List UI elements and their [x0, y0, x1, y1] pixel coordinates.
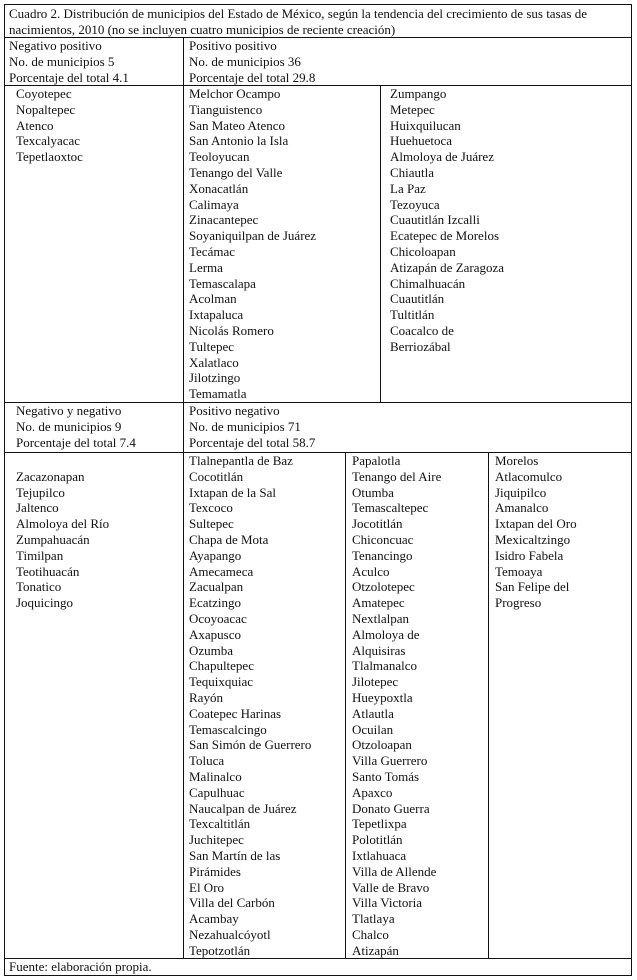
municipio-item: Jilotepec — [352, 674, 399, 690]
municipio-item: Berriozábal — [390, 338, 451, 354]
municipio-item: Otzoloapan — [352, 737, 412, 753]
list-neg-pos — [16, 86, 83, 165]
municipio-item: Zumpahuacán — [16, 531, 90, 547]
municipio-item: Atlautla — [352, 705, 394, 721]
municipio-item: Capulhuac — [189, 784, 245, 800]
municipio-item: Tlalnepantla de Baz — [189, 453, 293, 468]
municipio-item: Tlalmanalco — [352, 658, 417, 674]
group-pct: Porcentaje del total 4.1 — [9, 69, 129, 85]
table-caption: Cuadro 2. Distribución de municipios del Estado de México, según la tendencia del crecimiento de sus tasas de nacimientos, 2010 (no se incluyen cuatro municipios de reciente creación) — [9, 6, 587, 37]
municipio-item: Coacalco de — [390, 322, 454, 338]
municipio-item: Atizapán de Zaragoza — [390, 259, 505, 275]
municipio-item: Tezoyuca — [390, 196, 440, 212]
municipio-item: Malinalco — [189, 768, 242, 784]
municipio-item: Jiquipilco — [495, 484, 547, 500]
municipio-item: Atizapán — [352, 942, 399, 958]
group-count: No. de municipios 36 — [189, 53, 301, 69]
list-pos-pos-2 — [390, 86, 504, 355]
list-pos-neg-3 — [495, 453, 577, 611]
municipio-item: Zinacantepec — [189, 212, 259, 228]
municipio-item: Chiautla — [390, 164, 435, 180]
municipio-item: Xalatlaco — [189, 354, 239, 370]
municipio-item: Ixtlahuaca — [352, 847, 407, 863]
municipio-item: Nicolás Romero — [189, 322, 274, 338]
municipio-item: Juchitepec — [189, 832, 244, 848]
municipio-item: Almoloya del Río — [16, 516, 110, 532]
municipio-item: Rayón — [189, 689, 223, 705]
municipio-item: Progreso — [495, 595, 542, 611]
municipio-item: Jaltenco — [16, 500, 59, 516]
municipio-item: Villa del Carbón — [189, 895, 275, 911]
municipio-item: Ecatzingo — [189, 595, 241, 611]
group-title: Negativo positivo — [9, 38, 102, 53]
municipio-item: San Mateo Atenco — [189, 117, 286, 133]
municipio-item: Ayapango — [189, 547, 242, 563]
municipio-item: Polotitlán — [352, 832, 403, 848]
municipio-item: Nezahualcóyotl — [189, 926, 271, 942]
municipio-item: Tenancingo — [352, 547, 413, 563]
municipio-item: Texcalyacac — [16, 133, 81, 149]
municipio-item: Teotihuacán — [16, 563, 80, 579]
municipio-item: Ocoyoacac — [189, 610, 247, 626]
municipio-item: San Felipe del — [495, 579, 570, 595]
municipio-item: Papalotla — [352, 453, 401, 468]
municipio-item: Texcoco — [189, 500, 233, 516]
municipio-item: Donato Guerra — [352, 800, 430, 816]
municipio-item: Villa Victoria — [352, 895, 423, 911]
municipio-item: Cocotitlán — [189, 468, 244, 484]
municipio-item: Ixtapan de la Sal — [189, 484, 276, 500]
municipio-item: Tepetlaoxtoc — [16, 149, 83, 165]
municipio-item: Chimalhuacán — [390, 275, 466, 291]
municipio-item: Temascaltepec — [352, 500, 429, 516]
municipio-item: San Simón de Guerrero — [189, 737, 312, 753]
municipio-item: Ozumba — [189, 642, 234, 658]
municipio-item: Zacualpan — [189, 579, 244, 595]
municipio-item: Chapa de Mota — [189, 531, 269, 547]
municipio-item: Atenco — [16, 117, 54, 133]
municipio-item: Almoloya de — [352, 626, 420, 642]
municipio-item: Tequixquiac — [189, 674, 254, 690]
municipio-item: Apaxco — [352, 784, 393, 800]
municipio-item: Calimaya — [189, 196, 239, 212]
municipio-item: Atlacomulco — [495, 468, 563, 484]
municipio-item: Temascalapa — [189, 275, 256, 291]
municipio-item: Morelos — [495, 453, 539, 468]
table-footer: Fuente: elaboración propia. — [9, 959, 152, 974]
municipio-item: Ixtapan del Oro — [495, 516, 577, 532]
header-neg-pos — [9, 38, 129, 85]
municipio-item: Nopaltepec — [16, 101, 76, 117]
header-pos-neg — [189, 403, 315, 450]
group-pct: Porcentaje del total 58.7 — [189, 434, 316, 450]
municipio-item — [16, 453, 109, 469]
group-pct: Porcentaje del total 7.4 — [16, 434, 136, 450]
municipio-item: Tenango del Aire — [352, 468, 442, 484]
municipio-item: Xonacatlán — [189, 180, 249, 196]
group-count: No. de municipios 71 — [189, 418, 301, 434]
municipio-item: Ocuilan — [352, 721, 394, 737]
municipio-item: Isidro Fabela — [495, 547, 564, 563]
municipio-item: Coyotepec — [16, 86, 72, 101]
municipio-item: Valle de Bravo — [352, 879, 430, 895]
municipio-item: Soyaniquilpan de Juárez — [189, 228, 317, 244]
municipio-item: Amecameca — [189, 563, 254, 579]
municipio-item: Tianguistenco — [189, 101, 263, 117]
group-title: Positivo negativo — [189, 403, 280, 418]
divider — [183, 37, 184, 958]
municipio-item: Alquisiras — [352, 642, 406, 658]
municipio-item: Temascalcingo — [189, 721, 267, 737]
municipio-item: Tecámac — [189, 243, 235, 259]
municipio-item: Coatepec Harinas — [189, 705, 282, 721]
municipio-item: Joquicingo — [16, 595, 74, 611]
municipio-item: Acambay — [189, 911, 239, 927]
municipio-item: Tejupilco — [16, 484, 65, 500]
municipio-item: San Martín de las — [189, 847, 281, 863]
municipio-item: Zumpango — [390, 86, 447, 101]
municipio-item: Jocotitlán — [352, 516, 403, 532]
municipio-item: Ecatepec de Morelos — [390, 228, 500, 244]
municipio-item: Toluca — [189, 753, 225, 769]
divider — [488, 452, 489, 958]
municipio-item: Otzolotepec — [352, 579, 415, 595]
municipio-item: Nextlalpan — [352, 610, 410, 626]
list-neg-neg — [16, 453, 109, 611]
municipio-item: Tonatico — [16, 579, 62, 595]
municipio-item: Huehuetoca — [390, 133, 453, 149]
municipio-item: Tepetlixpa — [352, 816, 407, 832]
municipio-item: Almoloya de Juárez — [390, 149, 494, 165]
list-pos-pos-1 — [189, 86, 316, 402]
municipio-item: Ixtapaluca — [189, 307, 244, 323]
municipio-item: Villa de Allende — [352, 863, 437, 879]
group-count: No. de municipios 9 — [16, 418, 122, 434]
municipio-item: Texcaltitlán — [189, 816, 251, 832]
municipio-item: Santo Tomás — [352, 768, 420, 784]
municipio-item: Amatepec — [352, 595, 405, 611]
municipio-item: Otumba — [352, 484, 394, 500]
municipio-item: Cuautitlán — [390, 291, 445, 307]
municipio-item: Timilpan — [16, 547, 64, 563]
municipio-item: Jilotzingo — [189, 370, 241, 386]
municipio-item: La Paz — [390, 180, 426, 196]
municipio-item: Villa Guerrero — [352, 753, 428, 769]
municipio-item: Hueypoxtla — [352, 689, 413, 705]
municipio-item: Chiconcuac — [352, 531, 414, 547]
municipio-item: Tenango del Valle — [189, 164, 283, 180]
municipio-item: El Oro — [189, 879, 225, 895]
group-pct: Porcentaje del total 29.8 — [189, 69, 316, 85]
municipio-item: Metepec — [390, 101, 435, 117]
group-title: Positivo positivo — [189, 38, 277, 53]
municipio-item: San Antonio la Isla — [189, 133, 289, 149]
municipio-item: Temamatla — [189, 386, 247, 402]
municipio-item: Temoaya — [495, 563, 543, 579]
divider — [345, 452, 346, 958]
municipio-item: Pirámides — [189, 863, 241, 879]
municipio-item: Lerma — [189, 259, 223, 275]
municipio-item: Aculco — [352, 563, 390, 579]
municipio-item: Chicoloapan — [390, 243, 456, 259]
municipio-item: Teoloyucan — [189, 149, 250, 165]
municipio-item: Sultepec — [189, 516, 234, 532]
header-pos-pos — [189, 38, 315, 85]
municipio-item: Tultepec — [189, 338, 235, 354]
municipio-item: Chalco — [352, 926, 389, 942]
municipio-item: Zacazonapan — [16, 468, 85, 484]
municipio-item: Mexicaltzingo — [495, 531, 571, 547]
divider — [380, 85, 381, 402]
municipio-item: Tlatlaya — [352, 911, 395, 927]
municipio-item: Tepotzotlán — [189, 942, 251, 958]
list-pos-neg-2 — [352, 453, 441, 959]
municipio-item: Amanalco — [495, 500, 549, 516]
header-neg-neg — [16, 403, 136, 450]
municipio-item: Chapultepec — [189, 658, 254, 674]
group-title: Negativo y negativo — [16, 403, 122, 418]
municipio-item: Huixquilucan — [390, 117, 461, 133]
municipio-item: Cuautitlán Izcalli — [390, 212, 480, 228]
municipio-item: Tultitlán — [390, 307, 435, 323]
municipio-item: Axapusco — [189, 626, 241, 642]
municipio-item: Naucalpan de Juárez — [189, 800, 297, 816]
municipio-item: Acolman — [189, 291, 237, 307]
group-count: No. de municipios 5 — [9, 53, 115, 69]
municipio-item: Melchor Ocampo — [189, 86, 281, 101]
list-pos-neg-1 — [189, 453, 311, 959]
